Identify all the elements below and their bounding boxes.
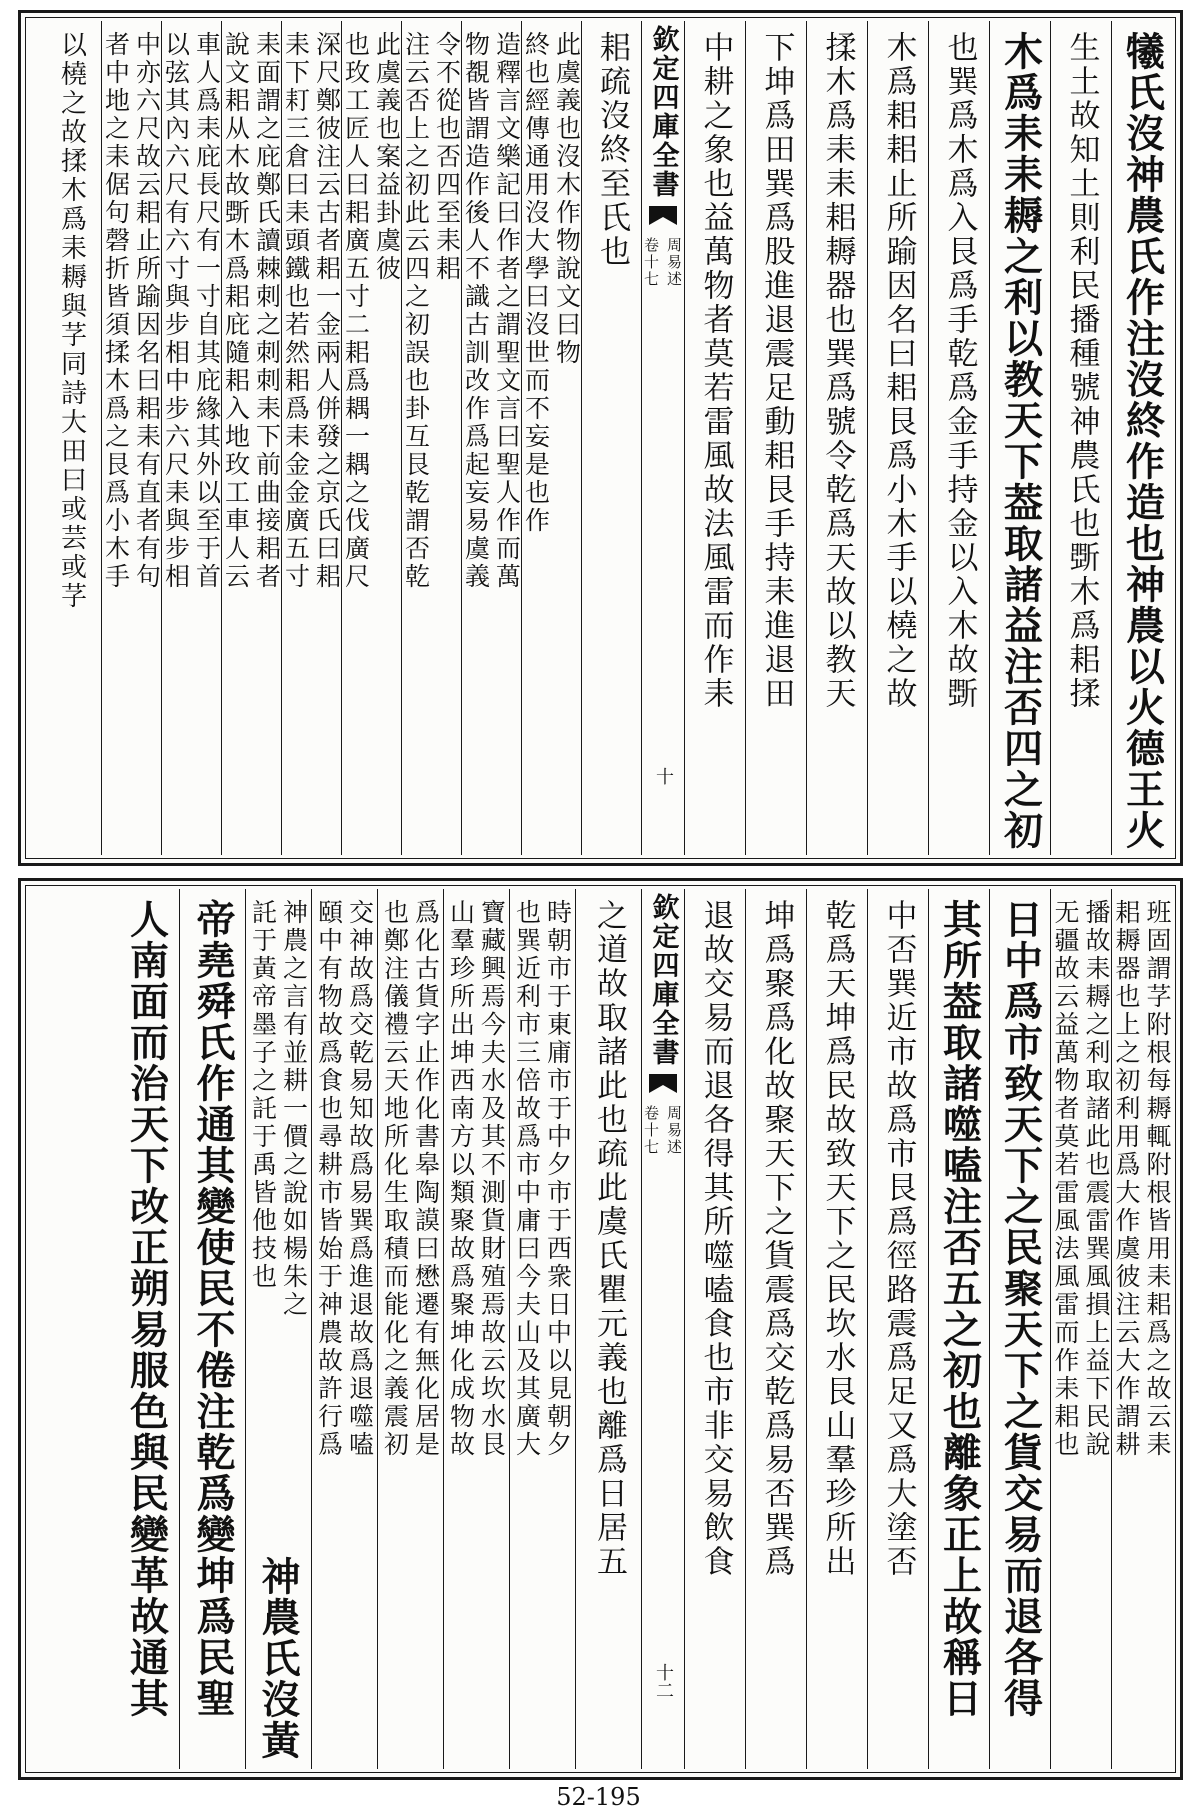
column-text: 寶藏興焉今夫水及其不測貨財殖焉故云坎水艮 — [477, 899, 507, 1459]
text-column — [461, 21, 521, 855]
column-text: 中亦六尺故云耜止所踰因名曰耜耒有直者有句 — [132, 31, 162, 591]
text-column — [401, 21, 461, 855]
text-column — [989, 21, 1050, 855]
text-column — [928, 889, 989, 1769]
column-text: 中否巽近市故爲市艮爲徑路震爲足又爲大塗否 — [880, 899, 917, 1579]
text-column — [745, 889, 806, 1769]
column-text: 班固謂芓附根每耨輒附根皆用耒耜爲之故云耒 — [1143, 899, 1172, 1459]
text-column — [42, 21, 101, 855]
lower-page-columns — [29, 889, 1172, 1769]
column-text: 造釋言文樂記曰作者之謂聖文言曰聖人作而萬 — [492, 31, 522, 591]
juan-label — [641, 237, 685, 288]
text-column — [1111, 889, 1172, 1769]
column-text: 深尺鄭彼注云古者耜一金兩人併發之京氏曰耜 — [312, 31, 342, 591]
column-text: 山羣珍所出坤西南方以類聚故爲聚坤化成物故 — [446, 899, 476, 1459]
text-column — [221, 21, 281, 855]
column-text: 耜耨器也上之初利用爲大作虞彼注云大作謂耕 — [1112, 899, 1141, 1459]
column-text: 注云否上之初此云四之初誤也卦互艮乾謂否乾 — [401, 31, 431, 591]
folio-number: 十二 — [653, 1663, 674, 1699]
column-text: 也巽爲木爲入艮爲手乾爲金手持金以入木故斲 — [941, 31, 978, 711]
column-text: 无疆故云益萬物者莫若雷風法風雷而作耒耜也 — [1051, 899, 1080, 1459]
column-text: 者中地之耒倨句磬折皆須揉木爲之艮爲小木手 — [101, 31, 131, 591]
column-text: 爲化古貨字止作化書皋陶謨曰懋遷有無化居是 — [411, 899, 441, 1459]
text-column — [806, 889, 867, 1769]
juan-label — [641, 1105, 685, 1156]
text-column — [867, 889, 928, 1769]
work-title: 周易述 — [665, 237, 683, 288]
text-column — [161, 21, 221, 855]
column-text: 時朝市于東庯市于中夕市于西衆日中以見朝夕 — [543, 899, 573, 1459]
center-fold — [641, 889, 684, 1769]
column-text: 人南面而治天下改正朔易服色與民變革故通其 — [123, 899, 170, 1719]
text-column — [928, 21, 989, 855]
text-column — [1050, 889, 1111, 1769]
column-text: 揉木爲耒耒耜耨器也巽爲號令乾爲天故以教天 — [819, 31, 856, 711]
column-text: 耒下耓三倉曰耒頭鐵也若然耜爲耒金金廣五寸 — [281, 31, 311, 591]
column-text: 下坤爲田巽爲股進退震足動耜艮手持耒進退田 — [758, 31, 795, 711]
column-text: 神農之言有並耕一價之說如楊朱之 — [279, 899, 309, 1319]
text-column — [581, 21, 641, 855]
juan-number: 卷十七 — [642, 1105, 660, 1156]
book-title: 欽定四庫全書 — [647, 893, 679, 1067]
text-column — [179, 889, 245, 1769]
column-text: 此虞義也沒木作物說文曰物 — [552, 31, 582, 367]
juan-number: 卷十七 — [642, 237, 660, 288]
work-title: 周易述 — [665, 1105, 683, 1156]
text-column — [101, 21, 161, 855]
text-column — [281, 21, 341, 855]
column-text: 交神故爲交乾易知故爲易巽爲進退故爲退噬嗑 — [345, 899, 375, 1459]
text-column — [745, 21, 806, 855]
text-column — [867, 21, 928, 855]
column-text: 木爲耒耒耨之利以教天下葢取諸益注否四之初 — [997, 31, 1044, 851]
column-text: 乾爲天坤爲民故致天下之民坎水艮山羣珍所出 — [819, 899, 856, 1579]
column-text: 也玫工匠人曰耜廣五寸二耜爲耦一耦之伐廣尺 — [341, 31, 371, 591]
column-text: 之道故取諸此也疏此虞氏瞿元義也離爲日居五 — [591, 899, 627, 1579]
column-text: 犧氏沒神農氏作注沒終作造也神農以火德王火 — [1119, 31, 1166, 851]
book-title: 欽定四庫全書 — [647, 25, 679, 199]
center-fold — [641, 21, 684, 855]
text-column — [806, 21, 867, 855]
column-text: 頤中有物故爲食也尋耕市皆始于神農故許行爲 — [314, 899, 344, 1459]
text-column — [1111, 21, 1172, 855]
fishtail-icon — [648, 205, 678, 227]
large-text-tail: 神農氏沒黃 — [255, 1556, 301, 1761]
column-text: 帝堯舜氏作通其變使民不倦注乾爲變坤爲民聖 — [190, 899, 236, 1719]
text-column — [443, 889, 509, 1769]
text-column — [1050, 21, 1111, 855]
column-text: 也鄭注儀禮云天地所化生取積而能化之義震初 — [380, 899, 410, 1459]
text-column — [521, 21, 581, 855]
column-text: 退故交易而退各得其所噬嗑食也市非交易飲食 — [697, 899, 734, 1579]
lower-page — [18, 878, 1183, 1780]
text-column — [311, 889, 377, 1769]
column-text: 耜疏沒終至氏也 — [594, 31, 630, 269]
text-column — [684, 889, 745, 1769]
upper-page — [18, 10, 1183, 866]
folio-number: 十 — [653, 767, 674, 785]
column-text: 其所葢取諸噬嗑注否五之初也離象正上故稱日 — [936, 899, 983, 1719]
column-text: 日中爲市致天下之民聚天下之貨交易而退各得 — [997, 899, 1044, 1719]
column-text: 託于黃帝墨子之託于禹皆他技也 — [248, 899, 278, 1291]
column-text: 令不從也否四至耒耜 — [432, 31, 462, 283]
column-text: 也巽近利市三倍故爲市中庸曰今夫山及其廣大 — [512, 899, 542, 1459]
column-text: 生土故知土則利民播種號神農氏也斲木爲耜揉 — [1063, 31, 1100, 711]
upper-page-columns — [29, 21, 1172, 855]
column-text: 木爲耜耜止所踰因名曰耜艮爲小木手以橈之故 — [880, 31, 917, 711]
text-column — [989, 889, 1050, 1769]
column-text: 以橈之故揉木爲耒耨與芓同詩大田曰或芸或芓 — [56, 31, 87, 611]
text-column — [509, 889, 575, 1769]
column-text: 播故耒耨之利取諸此也震雷巽風損上益下民說 — [1082, 899, 1111, 1459]
column-text: 中耕之象也益萬物者莫若雷風故法風雷而作耒 — [697, 31, 734, 711]
column-text: 車人爲耒庇長尺有一寸自其庇緣其外以至于首 — [192, 31, 222, 591]
text-column — [341, 21, 401, 855]
column-text: 坤爲聚爲化故聚天下之貨震爲交乾爲易否巽爲 — [758, 899, 795, 1579]
text-column — [684, 21, 745, 855]
page-number: 52-195 — [556, 1783, 641, 1811]
text-column — [377, 889, 443, 1769]
text-column — [575, 889, 641, 1769]
column-text: 此虞義也案益卦虞彼 — [372, 31, 402, 283]
column-text: 以弦其內六尺有六寸與步相中步六尺耒與步相 — [161, 31, 191, 591]
fishtail-icon — [648, 1073, 678, 1095]
column-text: 說文耜从木故斲木爲耜庇隨耜入地玫工車人云 — [221, 31, 251, 591]
text-column — [245, 889, 311, 1769]
column-text: 終也經傳通用沒大學曰沒世而不妄是也作 — [521, 31, 551, 535]
text-column — [113, 889, 179, 1769]
column-text: 物覩皆謂造作後人不識古訓改作爲起妄易虞義 — [461, 31, 491, 591]
column-text: 耒面謂之庇鄭氏讀棘刺之刺刺耒下前曲接耜者 — [252, 31, 282, 591]
